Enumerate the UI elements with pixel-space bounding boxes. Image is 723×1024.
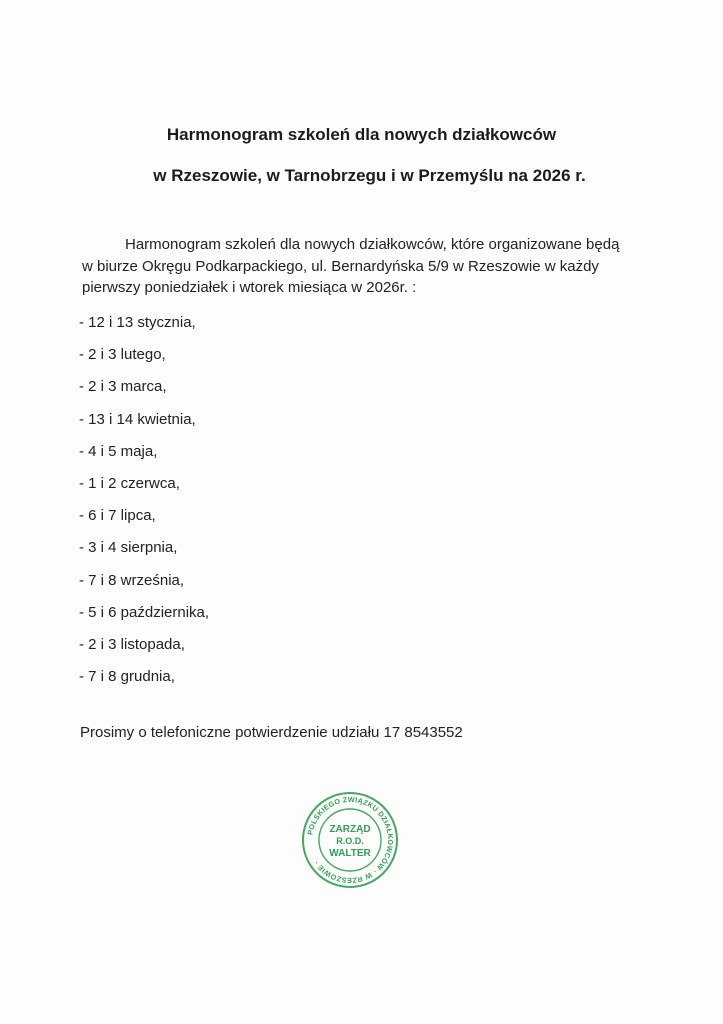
stamp-center-line: R.O.D. (336, 836, 364, 846)
schedule-item: - 2 i 3 marca, (79, 378, 167, 396)
schedule-item: - 4 i 5 maja, (79, 442, 158, 460)
schedule-list (79, 310, 209, 696)
document-title: Harmonogram szkoleń dla nowych działkowców (166, 125, 557, 144)
schedule-item: - 3 i 4 sierpnia, (79, 539, 178, 557)
intro-line: pierwszy poniedziałek i wtorek miesiąca w 2026r. : (82, 279, 417, 296)
stamp-center-line: ZARZĄD (329, 824, 371, 835)
organization-stamp (300, 790, 400, 890)
stamp-ring-text: POLSKIEGO ZWIĄZKU DZIAŁKOWCÓW · W RZESZOWIE · (305, 794, 396, 886)
schedule-item: - 7 i 8 września, (79, 571, 185, 589)
schedule-item: - 13 i 14 kwietnia, (79, 410, 196, 428)
schedule-item: - 2 i 3 listopada, (79, 635, 185, 653)
document-subtitle: w Rzeszowie, w Tarnobrzegu i w Przemyślu na 2026 r. (153, 166, 586, 185)
intro-line: w biurze Okręgu Podkarpackiego, ul. Bernardyńska 5/9 w Rzeszowie w każdy (82, 257, 599, 275)
schedule-item: - 5 i 6 października, (79, 603, 210, 621)
stamp-center-line: WALTER (329, 848, 371, 859)
schedule-item: - 1 i 2 czerwca, (79, 474, 180, 492)
schedule-item: - 12 i 13 stycznia, (79, 314, 196, 331)
schedule-item: - 7 i 8 grudnia, (79, 668, 175, 686)
schedule-item: - 6 i 7 lipca, (79, 507, 156, 525)
intro-line: Harmonogram szkoleń dla nowych działkowców, które organizowane będą (125, 236, 620, 253)
contact-note: Prosimy o telefoniczne potwierdzenie udziału 17 8543552 (80, 724, 463, 741)
intro-paragraph (82, 234, 620, 299)
schedule-item: - 2 i 3 lutego, (79, 346, 166, 364)
